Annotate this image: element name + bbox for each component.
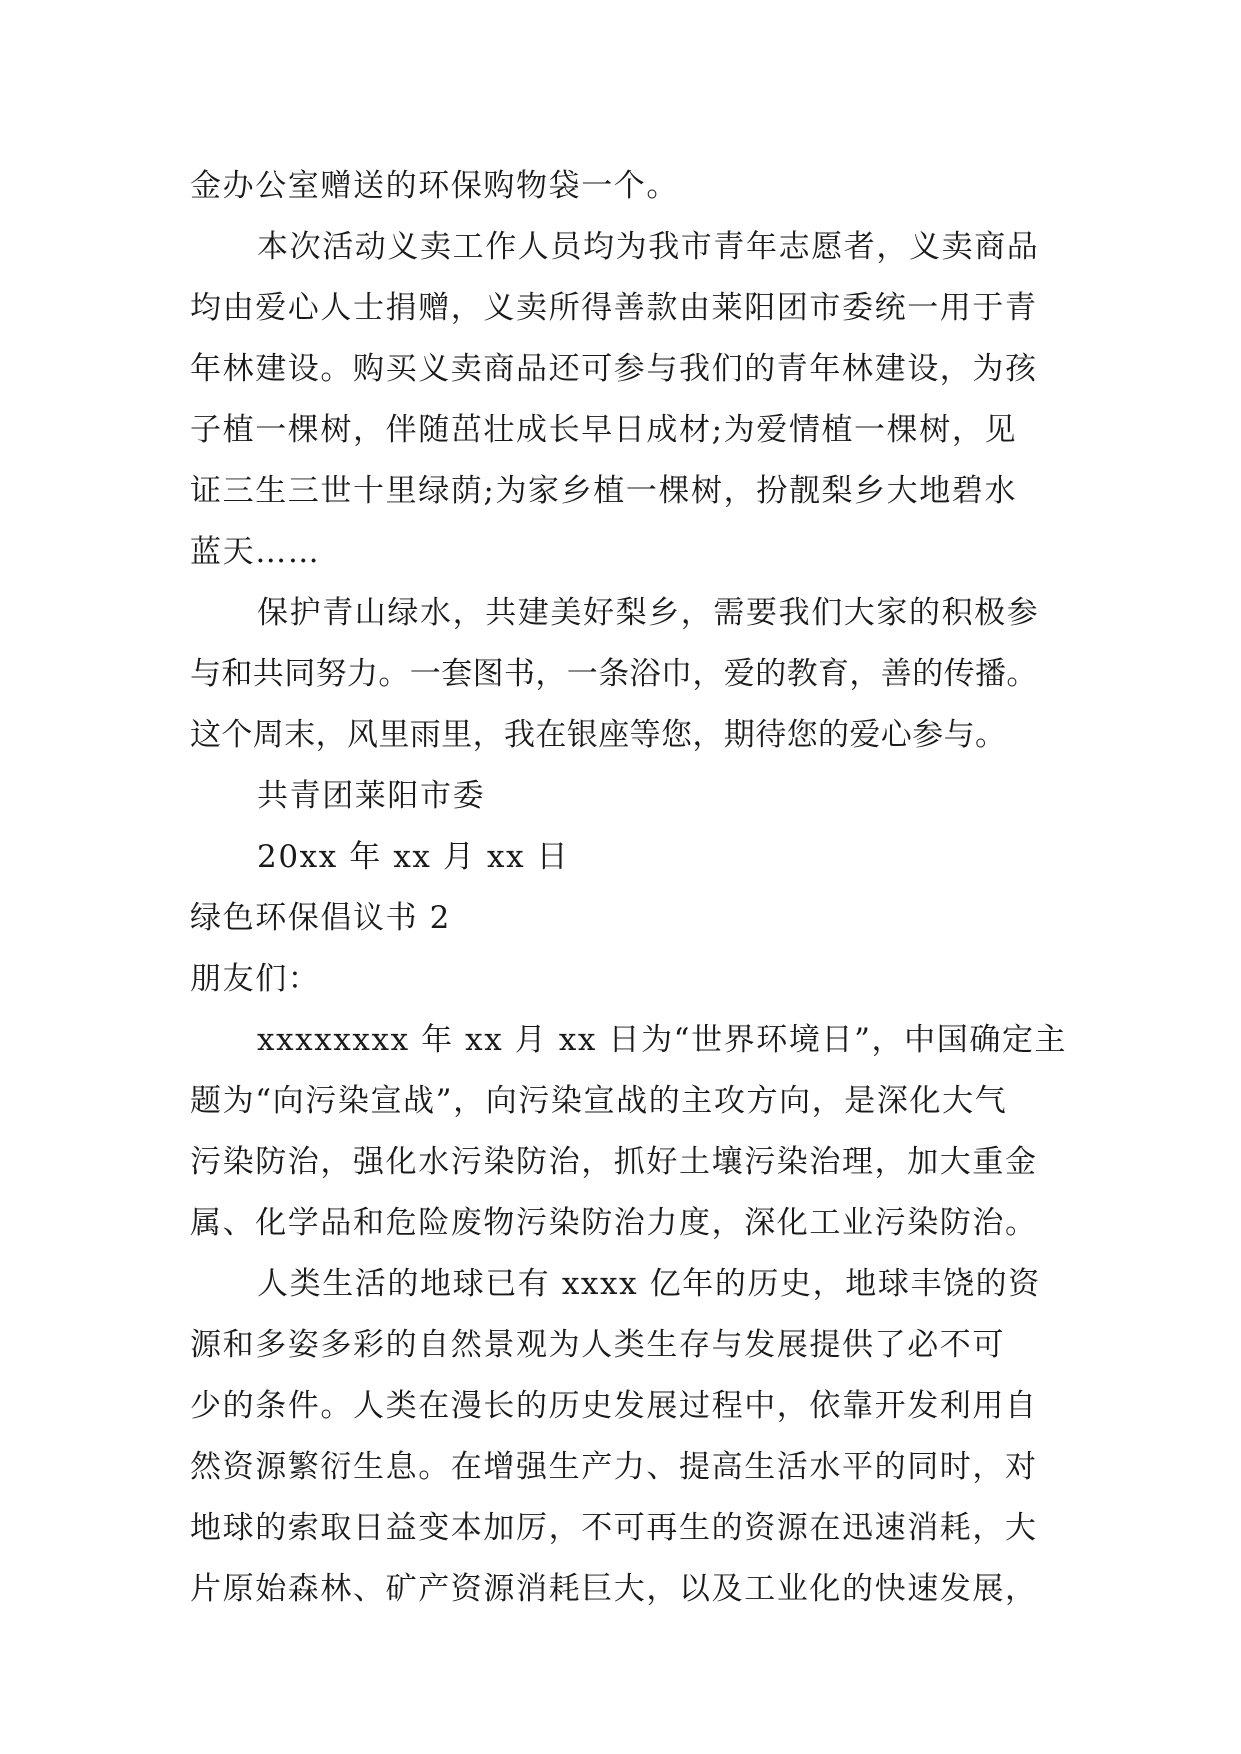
paragraph-line: 源和多姿多彩的自然景观为人类生存与发展提供了必不可 <box>190 1327 1005 1363</box>
paragraph-line: 保护青山绿水，共建美好梨乡，需要我们大家的积极参 <box>257 595 1040 631</box>
paragraph-line: 蓝天…… <box>190 534 321 570</box>
paragraph-line: xxxxxxxx 年 xx 月 xx 日为“世界环境日”，中国确定主 <box>257 1022 1068 1058</box>
paragraph-line: 与和共同努力。一套图书，一条浴巾，爱的教育，善的传播。 <box>190 656 1038 692</box>
paragraph-line: 年林建设。购买义卖商品还可参与我们的青年林建设，为孩 <box>190 351 1038 387</box>
paragraph-line: 属、化学品和危险废物污染防治力度，深化工业污染防治。 <box>190 1205 1038 1241</box>
paragraph-line: 题为“向污染宣战”，向污染宣战的主攻方向，是深化大气 <box>190 1083 1008 1119</box>
paragraph-line: 人类生活的地球已有 xxxx 亿年的历史，地球丰饶的资 <box>257 1266 1041 1302</box>
paragraph-line: 子植一棵树，伴随茁壮成长早日成材;为爱情植一棵树，见 <box>190 412 1018 448</box>
paragraph-line: 证三生三世十里绿荫;为家乡植一棵树，扮靓梨乡大地碧水 <box>190 473 1018 509</box>
paragraph-line: 地球的索取日益变本加厉，不可再生的资源在迅速消耗，大 <box>190 1510 1038 1546</box>
section-heading: 绿色环保倡议书 2 <box>190 900 451 936</box>
paragraph-line: 少的条件。人类在漫长的历史发展过程中，依靠开发利用自 <box>190 1388 1038 1424</box>
paragraph-line: 这个周末，风里雨里，我在银座等您，期待您的爱心参与。 <box>190 717 1007 753</box>
paragraph-line: 金办公室赠送的环保购物袋一个。 <box>190 168 679 204</box>
signature-organization: 共青团莱阳市委 <box>257 778 486 814</box>
paragraph-line: 均由爱心人士捐赠，义卖所得善款由莱阳团市委统一用于青 <box>190 290 1038 326</box>
paragraph-line: 然资源繁衍生息。在增强生产力、提高生活水平的同时，对 <box>190 1449 1038 1485</box>
paragraph-line: 污染防治，强化水污染防治，抓好土壤污染治理，加大重金 <box>190 1144 1038 1180</box>
signature-date: 20xx 年 xx 月 xx 日 <box>257 839 570 875</box>
paragraph-line: 本次活动义卖工作人员均为我市青年志愿者，义卖商品 <box>257 229 1040 265</box>
salutation: 朋友们： <box>190 961 321 997</box>
document-body <box>190 156 1070 1620</box>
paragraph-line: 片原始森林、矿产资源消耗巨大，以及工业化的快速发展， <box>190 1571 1038 1607</box>
